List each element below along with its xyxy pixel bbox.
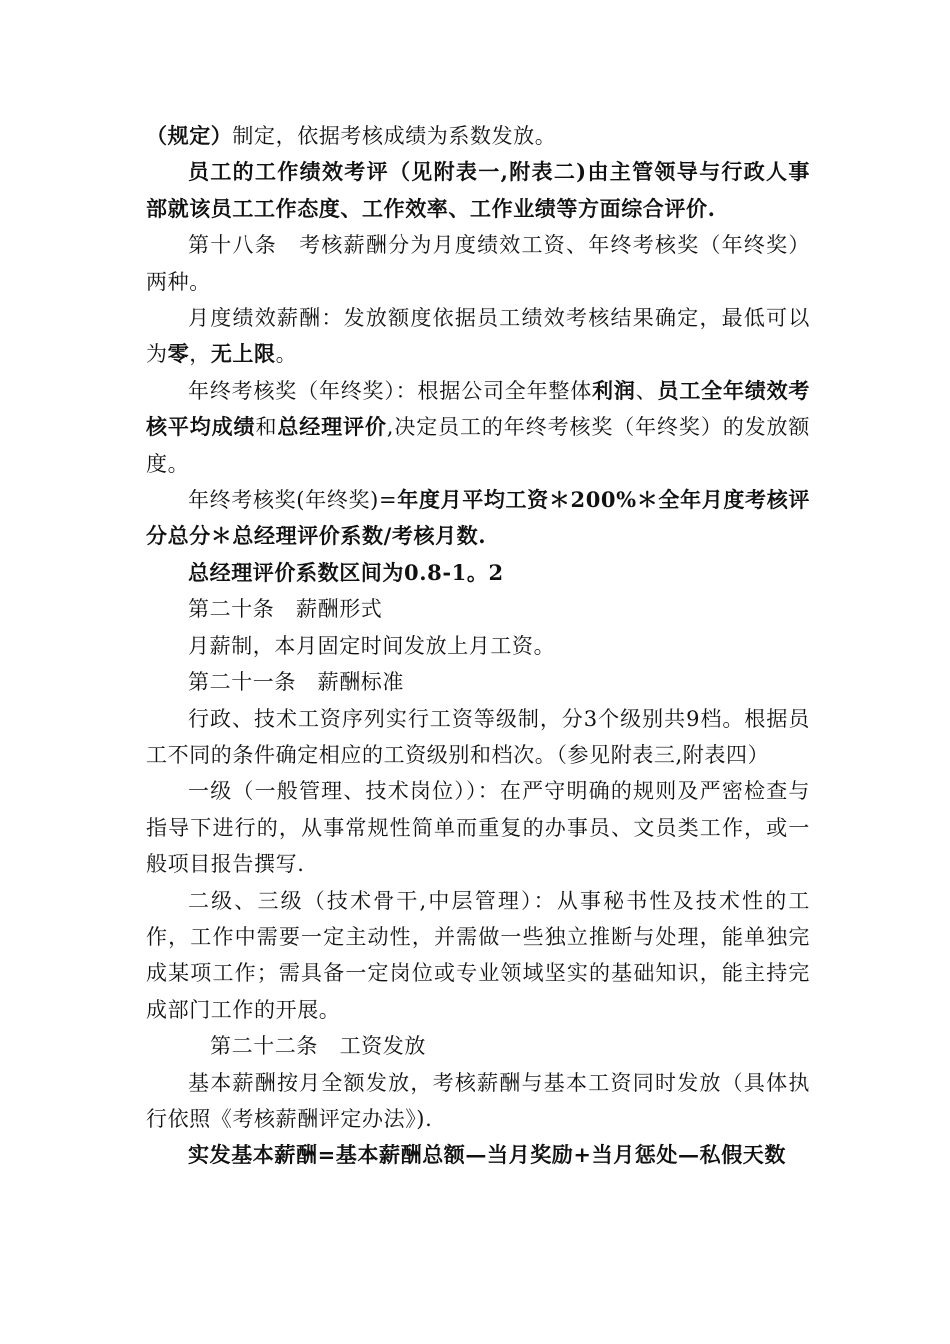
paragraph-salary-grades: 行政、技术工资序列实行工资等级制，分3个级别共9档。根据员工不同的条件确定相应的工资级别和档次。（参见附表三,附表四）	[146, 706, 810, 767]
body-text: 和	[255, 415, 278, 440]
paragraph-salary-payment: 基本薪酬按月全额发放，考核薪酬与基本工资同时发放（具体执行依照《考核薪酬评定办法》).	[146, 1070, 810, 1131]
body-text: ,决定员工的年终考核奖（年终奖）的发放额度。	[146, 415, 810, 476]
bold-text: 零	[167, 341, 190, 367]
bold-text: 无上限	[210, 341, 276, 367]
article-22-heading: 第二十二条 工资发放	[210, 1034, 426, 1059]
body-text: 、	[635, 378, 658, 403]
paragraph-year-end-bonus-formula	[146, 482, 810, 555]
bold-text: 员工全年绩效考核平均成绩	[146, 377, 811, 440]
paragraph-regulation-tail	[146, 118, 810, 154]
bold-text: 利润	[592, 377, 636, 403]
body-text: ，	[189, 342, 211, 367]
bold-text: 年度月平均工资＊200%＊全年月度考核评分总分＊总经理评价系数/考核月数.	[146, 487, 810, 549]
paragraph-actual-pay-formula: 实发基本薪酬=基本薪酬总额—当月奖励+当月惩处—私假天数	[188, 1142, 786, 1168]
paragraph-coefficient-range: 总经理评价系数区间为0.8-1。2	[188, 559, 504, 585]
paragraph-grade-one: 一级（一般管理、技术岗位））：在严守明确的规则及严密检查与指导下进行的，从事常规性简单而重复的办事员、文员类工作，或一般项目报告撰写.	[146, 779, 810, 877]
paragraph-performance-review: 员工的工作绩效考评（见附表一,附表二)由主管领导与行政人事部就该员工工作态度、工作效率、工作业绩等方面综合评价.	[146, 159, 810, 221]
body-text: 月度绩效薪酬：发放额度依据员工绩效考核结果确定，最低可以为	[146, 306, 810, 367]
paragraph-year-end-bonus	[146, 373, 810, 482]
paragraph-grade-two-three: 二级、三级（技术骨干,中层管理）：从事秘书性及技术性的工作，工作中需要一定主动性，并需做一些独立推断与处理，能单独完成某项工作；需具备一定岗位或专业领域坚实的基础知识，能主持完成部门工作的开展。	[146, 888, 810, 1022]
bold-text: （规定）	[146, 123, 233, 148]
body-text: 。	[275, 342, 298, 367]
body-text: 年终考核奖(年终奖)=	[188, 488, 398, 513]
body-text: 年终考核奖（年终奖）：根据公司全年整体	[188, 378, 593, 403]
paragraph-monthly-salary: 月薪制，本月固定时间发放上月工资。	[188, 633, 556, 658]
article-18-heading: 第十八条 考核薪酬分为月度绩效工资、年终考核奖（年终奖）两种。	[146, 233, 810, 294]
article-21-heading: 第二十一条 薪酬标准	[188, 670, 404, 695]
document-body	[146, 118, 810, 1174]
paragraph-monthly-performance-pay	[146, 300, 810, 373]
bold-text: 总经理评价	[277, 414, 387, 440]
article-20-heading: 第二十条 薪酬形式	[188, 597, 383, 622]
body-text: 制定，依据考核成绩为系数发放。	[232, 124, 557, 148]
